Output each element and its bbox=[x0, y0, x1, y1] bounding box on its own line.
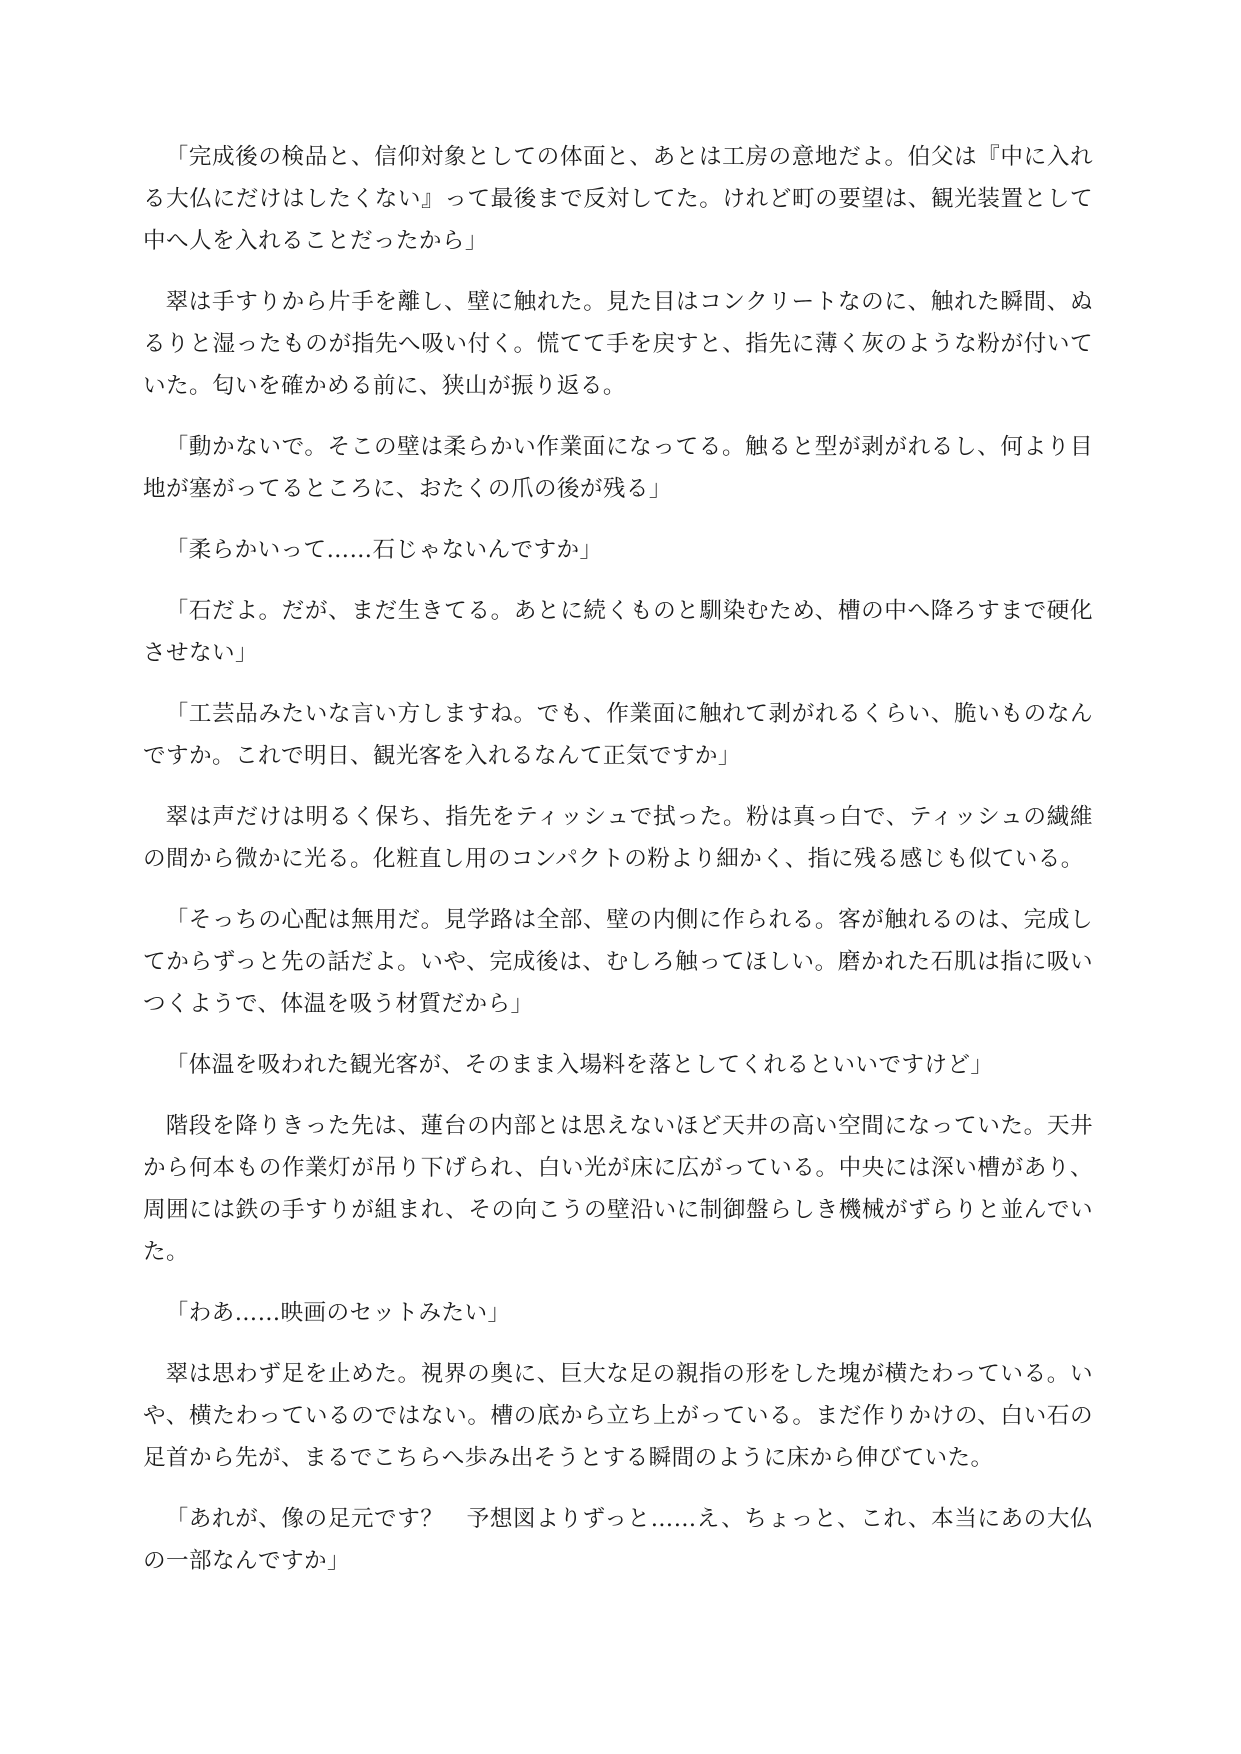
document-page bbox=[143, 136, 1093, 1601]
paragraph: 「完成後の検品と、信仰対象としての体面と、あとは工房の意地だよ。伯父は『中に入れる大仏にだけはしたくない』って最後まで反対してた。けれど町の要望は、観光装置として中へ人を入れることだったから」 bbox=[143, 144, 1093, 254]
paragraph: 「体温を吸われた観光客が、そのまま入場料を落としてくれるといいですけど」 bbox=[165, 1052, 994, 1078]
paragraph: 「石だよ。だが、まだ生きてる。あとに続くものと馴染むため、槽の中へ降ろすまで硬化させない」 bbox=[143, 598, 1093, 666]
paragraph: 階段を降りきった先は、蓮台の内部とは思えないほど天井の高い空間になっていた。天井から何本もの作業灯が吊り下げられ、白い光が床に広がっている。中央には深い槽があり、周囲には鉄の手すりが組まれ、その向こうの壁沿いに制御盤らしき機械がずらりと並んでいた。 bbox=[143, 1113, 1093, 1265]
paragraph: 「あれが、像の足元です？ 予想図よりずっと……え、ちょっと、これ、本当にあの大仏の一部なんですか」 bbox=[143, 1506, 1093, 1574]
paragraph: 「わあ……映画のセットみたい」 bbox=[165, 1300, 511, 1326]
paragraph: 翠は声だけは明るく保ち、指先をティッシュで拭った。粉は真っ白で、ティッシュの繊維の間から微かに光る。化粧直し用のコンパクトの粉より細かく、指に残る感じも似ている。 bbox=[143, 804, 1093, 872]
paragraph: 「そっちの心配は無用だ。見学路は全部、壁の内側に作られる。客が触れるのは、完成してからずっと先の話だよ。いや、完成後は、むしろ触ってほしい。磨かれた石肌は指に吸いつくようで、体温を吸う材質だから」 bbox=[143, 907, 1093, 1017]
paragraph: 翠は手すりから片手を離し、壁に触れた。見た目はコンクリートなのに、触れた瞬間、ぬるりと湿ったものが指先へ吸い付く。慌てて手を戻すと、指先に薄く灰のような粉が付いていた。匂いを確かめる前に、狭山が振り返る。 bbox=[143, 289, 1093, 399]
paragraph: 翠は思わず足を止めた。視界の奥に、巨大な足の親指の形をした塊が横たわっている。いや、横たわっているのではない。槽の底から立ち上がっている。まだ作りかけの、白い石の足首から先が、まるでこちらへ歩み出そうとする瞬間のように床から伸びていた。 bbox=[143, 1361, 1093, 1471]
paragraph: 「動かないで。そこの壁は柔らかい作業面になってる。触ると型が剥がれるし、何より目地が塞がってるところに、おたくの爪の後が残る」 bbox=[143, 434, 1093, 502]
paragraph: 「柔らかいって……石じゃないんですか」 bbox=[165, 537, 603, 563]
paragraph: 「工芸品みたいな言い方しますね。でも、作業面に触れて剥がれるくらい、脆いものなんですか。これで明日、観光客を入れるなんて正気ですか」 bbox=[143, 701, 1093, 769]
